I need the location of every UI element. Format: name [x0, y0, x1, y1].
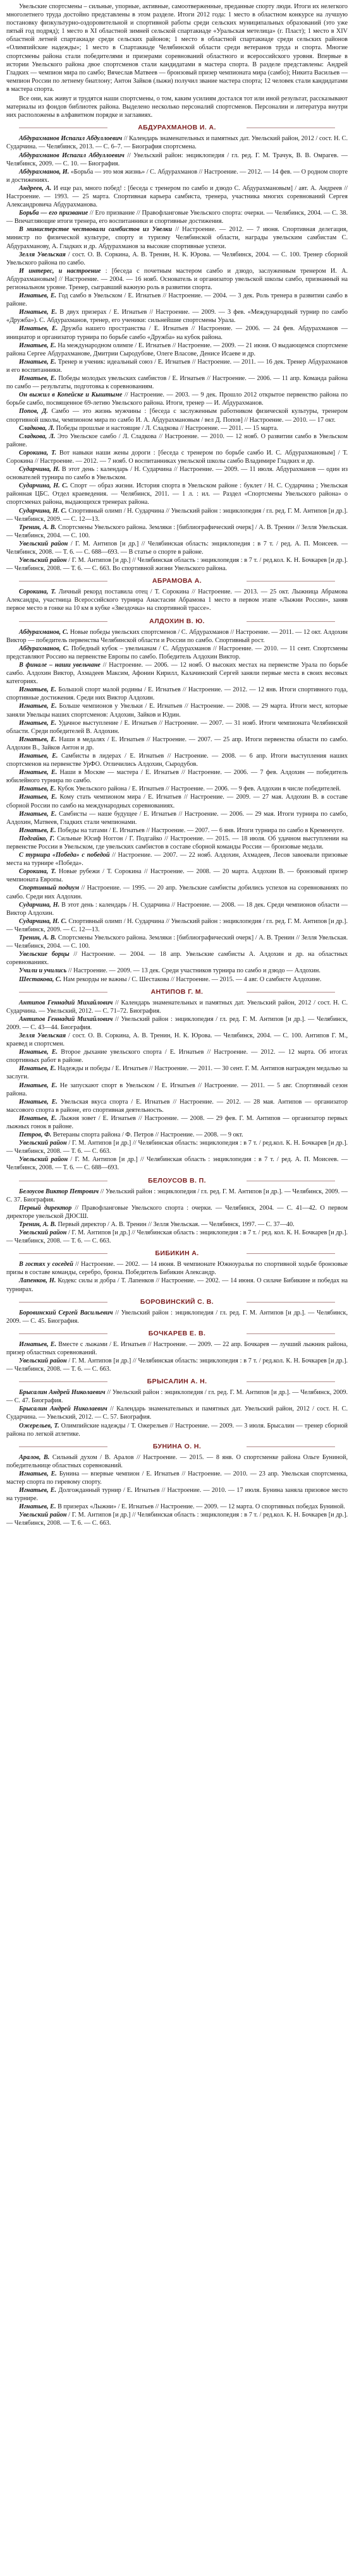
- bibliography-entry: [6, 793, 348, 809]
- entry-text: : [беседа с почетным мастером самбо и дзюдо, заслуженным тренером И. А. Абдурахмановым] // Настроение. — 2004. — 16 нояб. Основатель и организатор увельской школы самбо, признанный на региональном уровне. Тренер, сыгравший важную роль в развитии спорта.: [6, 267, 348, 291]
- bibliography-entry: [6, 507, 348, 523]
- entry-text: Самбо — это жизнь мужчины : [беседа с заслуженным работником физической культуры, тренером спортивной школы, чемпионом мира по самбо И. А. Абдурахмановым / вел Д. Попов] // Настроение. — 2010. — 17 окт.: [6, 408, 348, 424]
- entry-author: Игнатьев, Е.: [19, 1487, 57, 1494]
- bibliography-entry: [6, 1082, 348, 1098]
- bibliography-entry: [6, 1048, 348, 1064]
- entry-text: Бунина — впервые чемпион / Е. Игнатьев // Настроение. — 2010. — 23 апр. Увельская спортсменка, мастер спорта по гиревому спорту.: [6, 1470, 348, 1486]
- bibliography-entry: [6, 1114, 348, 1131]
- section-heading: АБРАМОВА А.: [6, 574, 348, 587]
- entry-author: Игнатьев, Е.: [19, 1114, 57, 1122]
- entry-author: Учили и учились: [19, 967, 67, 975]
- entry-text: Кубок Увельского района / Е. Игнатьев // Настроение. — 2006. — 9 фев. Алдохин в числе победителей.: [56, 785, 341, 793]
- bibliography-entry: [6, 391, 348, 407]
- entry-author: Сударчина, Н.: [19, 466, 60, 474]
- entry-author: Спортивный подиум: [19, 885, 80, 892]
- bibliography-entry: [6, 835, 348, 851]
- entry-author: Сладкова, Л.: [19, 424, 55, 432]
- bibliography-entry: [6, 719, 348, 736]
- entry-author: Тренин, А. В.: [19, 1220, 56, 1228]
- entry-text: Спортсмены Увельского района. Земляки : [библиографический очерк] / А. В. Тренин // Зелля Увельская. — Челябинск, 2004. — С. 100.: [6, 523, 348, 539]
- entry-author: Белоусов Виктор Петрович: [19, 1188, 99, 1195]
- entry-text: В этот день : календарь / Н. Сударчина // Настроение. — 2008. — 18 дек. Среди чемпионов области — Виктор Алдохин.: [6, 901, 348, 917]
- entry-text: В призерах «Лыжни» / Е. Игнатьев // Настроение. — 2009. — 12 марта. О спортивных победах Буниной.: [56, 1503, 345, 1511]
- entry-text: Долгожданный турнир / Е. Игнатьев // Настроение. — 2010. — 17 июля. Бунина заняла призовое место на турнире.: [6, 1487, 348, 1503]
- entry-text: И еще раз, много побед! : [беседа с тренером по самбо и дзюдо С. Абдурахмановым] / авт. А. Андреев // Настроение. — 1993. — 25 марта. Спортивная карьера самбиста, тренера, участника многих соревнований Сергея Александровича Абдурахманова.: [6, 184, 348, 209]
- entry-author: Сорокина, Т.: [19, 868, 56, 876]
- section-heading: АЛДОХИН В. Ю.: [6, 614, 348, 627]
- entry-text: Олимпийские надежды / Т. Ожерельев // Настроение. — 2009. — 3 июля. Брысалин — тренер сборной района по легкой атлетике.: [6, 1422, 348, 1438]
- entry-text: Новые рубежи / Т. Сорокина // Настроение. — 2008. — 20 марта. Алдохин В. — бронзовый призер чемпионата Европы.: [6, 868, 348, 884]
- entry-author: Абдурахманов Испагил Абдуллоевич: [19, 152, 125, 159]
- bibliography-entry: [6, 901, 348, 917]
- entry-text: / Г. М. Антипов [и др.] // Челябинская область: энциклопедия : в 7 т. / ред. А. П. Моисеев. — Челябинск, 2008. — Т. 6. — С. 688—693. — В статье о спорте в районе.: [6, 540, 348, 556]
- bibliography-entry: [6, 1015, 348, 1032]
- entry-text: // Его призвание // Правофланговые Увельского спорта: очерки. — Челябинск, 2004. — С. 38. — Впечатляющие итоги тренера, его воспитанники и спортивные достижения.: [6, 210, 348, 225]
- entry-text: Большой спорт малой родины / Е. Игнатьев // Настроение. — 2012. — 12 янв. Итоги спортивного года, спортивные достижения. Среди них Виктор Алдохин.: [6, 686, 348, 702]
- entry-author: Сорокина, Т.: [19, 588, 56, 596]
- entry-text: Личный рекорд поставила отец / Т. Сорокина // Настроение. — 2013. — 25 окт. Лыжница Абрамова Александра, участница Всероссийского турнира Анастасии Абрамова 1 место в первом этапе «Лыжни России», заняв первое место в гонке на 10 км в кубке «Звездочка» на спортивной трассе».: [6, 588, 348, 612]
- bibliography-entry: [6, 1139, 348, 1155]
- entry-text: На международном олимпе / Е. Игнатьев // Настроение. — 2009. — 21 июня. О выдающемся спортсмене района Сергее Абдурахманове, Дмитрии Сыродубове, Олеге Власове, Денисе Исаеве и др.: [6, 342, 348, 357]
- entry-author: Он выжил в Копейске и Кыштыме: [19, 391, 123, 399]
- bibliography-entry: [6, 826, 348, 835]
- entry-text: // Настроение. — 2003. — 9 дек. Прошло 2012 открытое первенство района по борьбе самбо, посвященное 69-летию Увельского района. Итоги, тренер — И. Абдурахманов.: [6, 391, 348, 407]
- entry-text: // Календарь знаменательных и памятных дат. Увельский район, 2012 / сост. Н. С. Сударчина. — Увельский, 2012. — С. 71–72. Биография.: [6, 999, 348, 1015]
- bibliography-entry: [6, 407, 348, 424]
- entry-text: Спортсмены Увельского района. Земляки : [библиографический очерк] / А. В. Тренин // Зелля Увельская. — Челябинск, 2004. — С. 100.: [6, 934, 348, 950]
- entry-author: Игнатьев, Е.: [19, 1098, 58, 1106]
- entry-text: Спортивный олимп / Н. Сударчина // Увельский район : энциклопедия / гл. ред. Г. М. Антипов [и др.]. — Челябинск, 2009. — С. 12—13.: [6, 507, 348, 523]
- bibliography-entry: [6, 934, 348, 950]
- bibliography-entry: [6, 950, 348, 967]
- entry-author: Абдурахманов, С.: [19, 628, 69, 636]
- entry-author: Игнатьев, Е.: [19, 1049, 58, 1056]
- bibliography-entry: [6, 967, 348, 975]
- entry-text: Не запускают спорт в Увельском / Е. Игнатьев // Настроение. — 2011. — 5 авг. Спортивный сезон района.: [6, 1082, 348, 1097]
- bibliography-entry: [6, 325, 348, 341]
- entry-text: Второе дыхание увельского спорта / Е. Игнатьев // Настроение. — 2012. — 12 марта. Об итогах спортивных работ в районе.: [6, 1049, 348, 1064]
- bibliography-entry: [6, 209, 348, 225]
- bibliography-entry: [6, 465, 348, 482]
- entry-text: / сост. О. В. Соркина, А. В. Тренин, Н. К. Юрова. — Челябинск, 2004. — С. 100. Антипов Г. М., краевед и спортсмен.: [6, 1032, 348, 1048]
- entry-text: // Календарь знаменательных и памятных дат. Увельский район, 2012 / сост. Н. С. Сударчина. — Челябинск, 2013. — С. 6–7. — Биография спортсмена.: [6, 135, 348, 151]
- entry-author: Игнатьев, Е.: [19, 785, 56, 793]
- bibliography-entry: [6, 768, 348, 785]
- entry-text: Больше чемпионов у Увельки / Е. Игнатьев // Настроение. — 2008. — 29 марта. Итоги мест, которые заняли Увельцы наших спортсменов: Алдохин, Зайков и Юдин.: [6, 703, 348, 719]
- entry-text: Надежды и победы / Е. Игнатьев // Настроение. — 2011. — 30 сент. Г. М. Антипов награжден медалью за заслуги.: [6, 1065, 348, 1081]
- entry-author: Зелля Увельская: [19, 251, 66, 258]
- entry-author: Сладкова, Л.: [19, 432, 56, 440]
- entry-author: Тренин, А. В.: [19, 523, 57, 531]
- entry-author: Игнатьев, Е.: [19, 794, 58, 801]
- entry-author: Ожерельев, Т.: [19, 1422, 59, 1429]
- bibliography-entry: [6, 884, 348, 900]
- entry-text: Увельская вкуса спорта / Е. Игнатьев // Настроение. — 2012. — 28 мая. Антипов — организатор массового спорта в районе, его спортивная деятельность.: [6, 1098, 348, 1114]
- entry-author: Борьба — его призвание: [19, 210, 88, 217]
- entry-author: Сударчина, Н. С.: [19, 482, 68, 490]
- entry-text: «Борьба — это моя жизнь» / С. Абдурахманов // Настроение. — 2012. — 14 фев. — О родном спорте и достижениях.: [6, 168, 348, 184]
- entry-text: Вот навыки наши жены дороги : [беседа с тренером по борьбе самбо И. С. Абдурахмановым] / Т. Сорокина // Настроение. — 2012. — 7 нояб. О воспитанниках увельской школы самбо Владимире Гладких и др.: [6, 449, 348, 465]
- entry-text: // Увельский район : энциклопедия / гл. ред. Г. М. Антипов [и др.]. — Челябинск, 2009. — С. 37. Биография.: [6, 1188, 348, 1203]
- entry-text: Лыжня зовет / Е. Игнатьев // Настроение. — 2008. — 29 фев. Г. М. Антипов — организатор первых лыжных гонок в районе.: [6, 1114, 348, 1130]
- section-heading: БЕЛОУСОВ В. П.: [6, 1174, 348, 1186]
- bibliography-entry: [6, 225, 348, 250]
- entry-author: Увельский район: [19, 557, 67, 564]
- entry-text: // Настроение. — 1995. — 20 апр. Увельские самбисты добились успехов на соревнованиях по самбо. Среди них Алдохин.: [6, 885, 348, 900]
- bibliography-entry: [6, 1277, 348, 1293]
- entry-text: Сильный духом / В. Аралов // Настроение. — 2015. — 8 янв. О спортсменке района Ольге Буниной, победительнице областных соревнований.: [6, 1453, 348, 1469]
- entry-author: Игнатьев, Е.: [19, 752, 58, 760]
- bibliography-entry: [6, 540, 348, 556]
- entry-author: Игнатьев, Е.: [19, 325, 58, 333]
- bibliography-entry: [6, 374, 348, 391]
- entry-author: Игнатьев, Е.: [19, 810, 57, 818]
- bibliography-entry: [6, 1229, 348, 1245]
- entry-author: Игнатьев, Е.: [19, 686, 57, 694]
- entry-text: / Г. М. Антипов [и др.] // Челябинская область : энциклопедия : в 7 т. / ред. А. П. Моисеев. — Челябинск, 2008. — Т. 6. — С. 688—693.: [6, 1156, 348, 1172]
- entry-text: // Увельский район : энциклопедия / гл. ред. Г. М. Антипов [и др.]. — Челябинск, 2009. — С. 43—44. Биография.: [6, 1015, 348, 1031]
- entry-author: Первый директор: [19, 1204, 72, 1212]
- bibliography-entry: [6, 628, 348, 645]
- entry-author: Попов, Д.: [19, 408, 48, 415]
- bibliography-entry: [6, 1188, 348, 1204]
- bibliography-entry: [6, 1405, 348, 1421]
- bibliography-entry: [6, 785, 348, 793]
- entry-text: Ветераны спорта района / Ф. Петров // Настроение. — 2008. — 9 окт.: [51, 1131, 243, 1139]
- entry-author: Игнатьев, Е.: [19, 719, 57, 727]
- entry-text: // Настроение. — 2002. — 14 июня. В чемпионате Южноуралья по спортивной ходьбе бронзовые призы в составе команды, серебро, бронза. Победитель Бибикин Александр.: [6, 1261, 348, 1277]
- bibliography-entry: [6, 1486, 348, 1503]
- bibliography-entry: [6, 308, 348, 325]
- entry-text: // Календарь знаменательных и памятных дат. Увельский район, 2012 / сост. Н. С. Сударчина. — Увельский, 2012. — С. 57. Биография.: [6, 1405, 348, 1421]
- section-heading: БОЧКАРЕВ Е. В.: [6, 1327, 348, 1339]
- section-heading: АНТИПОВ Г. М.: [6, 985, 348, 998]
- entry-author: Игнатьев, Е.: [19, 703, 57, 710]
- bibliography-entry: [6, 1220, 348, 1229]
- entry-text: Кодекс силы и добра / Т. Лапенков // Настроение. — 2002. — 14 июня. О силаче Бибикине и победах на турнирах.: [6, 1277, 348, 1293]
- bibliography-entry: [6, 1260, 348, 1277]
- entry-text: Спорт — образ жизни. История спорта в Увельском районе : буклет / Н. С. Сударчина ; Увельская районная ЦБС. Отдел краеведения. — Челябинск, 2011. — 1 л. : ил. — Раздел «Спортсмены Увельского района» о спортсменах района, выдающихся тренерах района.: [6, 482, 348, 506]
- entry-author: Игнатьев, Е.: [19, 292, 57, 300]
- entry-text: Новые победы увельских спортсменов / С. Абдурахманов // Настроение. — 2011. — 12 окт. Алдохин Виктор — победитель первенства Челябинской области и России по самбо. Спортивный рост.: [6, 628, 348, 644]
- entry-text: В двух призерах / Е. Игнатьев // Настроение. — 2009. — 3 фев. «Международный турнир по самбо «Дружба»). С. Абдурахманов, тренер, его ученики: сильнейшие спортсмены Урала.: [6, 309, 348, 325]
- entry-text: / сост. О. В. Соркина, А. В. Тренин, Н. К. Юрова. — Челябинск, 2004. — С. 100. Тренер сборной Увельского района по самбо.: [6, 251, 348, 266]
- entry-author: Брысалин Андрей Николаевич: [19, 1389, 106, 1397]
- entry-author: Подгайко, Г.: [19, 835, 55, 842]
- entry-text: Победы на татами / Е. Игнатьев // Настроение. — 2007. — 6 янв. Итоги турнира по самбо в Кременчуге.: [56, 826, 345, 834]
- entry-text: Удачное выступление / Е. Игнатьев // Настроение. — 2007. — 31 нояб. Итоги чемпионата Челябинской области. Среди победителей В. Алдохин.: [6, 719, 348, 735]
- entry-author: Игнатьев, Е.: [19, 309, 58, 316]
- bibliography-entry: [6, 810, 348, 826]
- bibliography-entry: [6, 1511, 348, 1527]
- entry-author: В финале – наши увельчане: [19, 661, 101, 669]
- entry-author: Андреев, А.: [19, 184, 52, 192]
- entry-text: / Г. М. Антипов [и др.] // Челябинская область: энциклопедия : в 7 т. / ред.кол. К. Н. Бочкарев [и др.]. — Челябинск, 2008. — Т. 6. — С. 663.: [6, 1140, 348, 1155]
- bibliography-entry: [6, 152, 348, 168]
- entry-author: Антипов Геннадий Михайлович: [19, 999, 113, 1006]
- bibliography-entry: [6, 1422, 348, 1438]
- entry-text: Победы прошлые и настоящие / Л. Сладкова // Настроение. — 2011. — 15 марта.: [54, 424, 279, 432]
- entry-text: Дружба нашего пространства / Е. Игнатьев // Настроение. — 2006. — 24 фев. Абдурахманов — инициатор и организатор турнира по борьбе самбо «Дружба» на кубок района.: [6, 325, 348, 341]
- bibliography-entry: [6, 267, 348, 292]
- entry-author: Абдурахманов, И.: [19, 168, 70, 176]
- entry-author: Игнатьев, Е.: [19, 1470, 57, 1477]
- bibliography-entry: [6, 1340, 348, 1357]
- bibliography-entry: [6, 1155, 348, 1172]
- entry-author: Игнатьев, Е.: [19, 1503, 56, 1511]
- entry-text: Победы молодых увельских самбистов / Е. Игнатьев // Настроение. — 2006. — 11 апр. Команда района по самбо — результаты, подготовка к соревнованиям.: [6, 375, 348, 391]
- intro-paragraph-2: Все они, как живут и трудятся наши спортсмены, о том, каким усилиям достался тот или иной результат, рассказывают материалы из фондов библиотек района. Выделено несколько персоналий спортсменов. Персоналии и литература внутри них расположены в алфавитном порядке и заглавиях.: [6, 95, 348, 119]
- bibliography-entry: [6, 523, 348, 540]
- bibliography-entry: [6, 134, 348, 151]
- entry-author: С турнира «Победа» с победой: [19, 852, 110, 859]
- entry-text: Спортивный олимп / Н. Сударчина // Увельский район : энциклопедия / гл. ред. Г. М. Антипов [и др.]. — Челябинск, 2009. — С. 12—13.: [6, 917, 348, 933]
- entry-author: Игнатьев, Е.: [19, 358, 56, 366]
- entry-author: Сударчина, Н.: [19, 901, 60, 909]
- entry-author: Лапенков, Н.: [19, 1277, 56, 1285]
- bibliography-entry: [6, 482, 348, 506]
- entry-text: // Увельский район : энциклопедия / гл. ред. Г. М. Антипов [и др.]. — Челябинск, 2009. — С. 47. Биография.: [6, 1389, 348, 1405]
- entry-text: Наши в Москве — мастера / Е. Игнатьев // Настроение. — 2006. — 7 фев. Алдохин — победитель юбилейного турнира по самбо.: [6, 769, 348, 785]
- entry-author: Игнатьев, Е.: [19, 736, 57, 743]
- entry-author: Увельский район: [19, 540, 68, 547]
- bibliography-entry: [6, 1064, 348, 1081]
- entry-author: Петров, Ф.: [19, 1131, 52, 1139]
- entry-author: В гостях у соседей: [19, 1261, 73, 1268]
- bibliography-entry: [6, 358, 348, 374]
- bibliography-entry: [6, 251, 348, 267]
- entry-text: Кому стать чемпионом мира / Е. Игнатьев // Настроение. — 2009. — 27 мая. Алдохин В. в составе сборной России по самбо на международных соревнованиях.: [6, 794, 348, 809]
- entry-text: / Г. М. Антипов [и др.] // Челябинская область: энциклопедия : в 7 т. / ред.кол. К. Н. Бочкарев [и др.]. — Челябинск, 2008. — Т. 6. — С. 663.: [6, 1357, 348, 1373]
- entry-author: Тренин, А. В.: [19, 934, 57, 942]
- entry-text: // Настроение. — 2004. — 18 апр. Увельские самбисты А. Алдохин и др. на областных соревнованиях.: [6, 951, 348, 967]
- bibliography-entry: [6, 1131, 348, 1139]
- bibliography-entry: [6, 184, 348, 209]
- bibliography-entry: [6, 168, 348, 184]
- entry-text: Сильные Юсиф Ноггон / Г. Подгайко // Настроение. — 2015. — 18 июля. Об удачном выступлении на первенстве России в Увельском, где увельских самбистов в составе сборной команды России — бронзовые медали.: [6, 835, 348, 850]
- intro-paragraph: Увельские спортсмены – сильные, упорные, активные, самоотверженные, преданные спорту люди. Итоги их нелегкого многолетнего труда достойно представлены в этом разделе. Итоги 2012 года: 1 место в областном конкурсе на лучшую постановку физкультурно-оздоровительной и спортивной работы среди сельских муниципальных образований (это уже пятый год подряд); 1 место в XI областной зимней сельской спартакиаде «Уральская метелица» (г. Пласт); 1 место в XIV областной летней спартакиаде среди сельских районов; 1 место в областной спартакиаде среди сельских районов «Олимпийские надежды»; 1 место в Спартакиаде Челябинской области среди ветеранов труда и спорта. Многие спортсмены района стали победителями и призерами соревнований областного и всероссийского уровня. Впервые в истории Увельского района двое спортсменов стали кандидатами в мастера спорта. В разделе представлены: Андрей Гладких — чемпион мира по самбо; Вячеслав Матвеев — бронзовый призер чемпионата мира (самбо); Никита Васильев — чемпион России по летнему биатлону; Антон Зайков (лыжи) получил звание мастера спорта; 12 человек стали кандидатами в мастера спорта.: [6, 3, 348, 93]
- entry-author: Зелля Увельская: [19, 1032, 66, 1039]
- entry-text: // Правофланговые Увельского спорта : очерки. — Челябинск, 2004. — С. 41—42. О первом директоре увельской ДЮСШ.: [6, 1204, 348, 1220]
- entry-author: Увельские борцы: [19, 951, 70, 958]
- entry-author: Абдурахманов Испагил Абдуллоевич: [19, 135, 123, 143]
- entry-author: Увельский район: [19, 1229, 67, 1237]
- entry-text: В этот день : календарь / Н. Сударчина // Настроение. — 2009. — 11 июля. Абдурахманов — один из основателей турнира по самбо в Увельском.: [6, 466, 348, 482]
- bibliography-entry: [6, 424, 348, 432]
- entry-author: Игнатьев, Е.: [19, 375, 57, 383]
- bibliography-entry: [6, 1032, 348, 1048]
- bibliography-entry: [6, 1357, 348, 1373]
- bibliography-entry: [6, 917, 348, 934]
- bibliography-entry: [6, 432, 348, 449]
- entry-author: Сударчина, Н. С.: [19, 507, 67, 515]
- entry-author: Игнатьев, Е.: [19, 342, 56, 349]
- entry-text: Победный кубок – увельчанам / С. Абдурахманов // Настроение. — 2010. — 11 сент. Спортсмены представляют Россию на первенстве Европы по самбо. Победитель Алдохин Виктор.: [6, 645, 348, 660]
- entry-author: Боровинский Сергей Васильевич: [19, 1309, 113, 1316]
- bibliography-entry: [6, 851, 348, 868]
- entry-text: Это Увельское самбо / Л. Сладкова // Настроение. — 2010. — 12 нояб. О развитии самбо в Увельском районе.: [6, 432, 348, 448]
- entry-text: // Настроение. — 2012. — 7 июня. Спортивная делегация, министр по физической культуре, спорту и туризму Челябинской области, награды увельским самбистам С. Абдурахманову, А. Гладких и др. Абдурахманов за высокие спортивные успехи.: [6, 226, 348, 250]
- entry-text: / Г. М. Антипов [и др.] // Челябинская область : энциклопедия : в 7 т. / ред.кол. К. Н. Бочкарев [и др.]. — Челябинск, 2008. — Т. 6. — С. 663.: [6, 1512, 348, 1527]
- entry-author: Увельский район: [19, 1357, 67, 1364]
- bibliography-entry: [6, 661, 348, 686]
- entry-author: Игнатьев, Е.: [19, 1082, 58, 1089]
- entry-author: Увельский район: [19, 1512, 67, 1519]
- entry-author: Антипов Геннадий Михайлович: [19, 1015, 113, 1023]
- bibliography-entry: [6, 1503, 348, 1511]
- entry-text: Год самбо в Увельском / Е. Игнатьев // Настроение. — 2004. — 3 дек. Роль тренера в развитии самбо в районе.: [6, 292, 348, 308]
- section-heading: БОРОВИНСКИЙ С. В.: [6, 1295, 348, 1308]
- entry-author: Брысалин Андрей Николаевич: [19, 1405, 107, 1413]
- bibliography-entry: [6, 342, 348, 358]
- bibliography-entry: [6, 736, 348, 752]
- entry-author: Увельский район: [19, 1156, 68, 1164]
- bibliography-entry: [6, 645, 348, 661]
- entry-text: Нам рекорды не важны / С. Шестакова // Настроение. — 2015. — 4 авг. О самбисте Алдохине.: [61, 975, 322, 983]
- entry-author: Игнатьев, Е.: [19, 1340, 57, 1348]
- entry-text: // Настроение. — 2009. — 13 дек. Среди участников турнира по самбо и дзюдо — Алдохин.: [66, 967, 320, 975]
- entry-author: Увельский район: [19, 1140, 67, 1147]
- entry-author: Аралов, В.: [19, 1453, 50, 1461]
- bibliography-entry: [6, 1453, 348, 1470]
- entry-author: Игнатьев, Е.: [19, 826, 56, 834]
- bibliography-entry: [6, 1309, 348, 1325]
- bibliography-entry: [6, 868, 348, 884]
- entry-text: Самбисты в лидерах / Е. Игнатьев // Настроение. — 2008. — 6 апр. Итоги выступления наших спортсменов на первенстве УрФО. Отличились Алдохин, Сыродубов.: [6, 752, 348, 768]
- bibliography-entry: [6, 1204, 348, 1220]
- entry-text: // Настроение. — 2006. — 12 нояб. О высоких местах на первенстве Урала по борьбе самбо. Алдохин Виктор, Ахмадеев Максим, Афонин Кирилл, Калачинский Сергей заняли первые места в своих весовых категориях.: [6, 661, 348, 686]
- bibliography-entry: [6, 1098, 348, 1114]
- bibliography-entry: [6, 999, 348, 1015]
- bibliography-entry: [6, 292, 348, 308]
- bibliography-entry: [6, 1470, 348, 1486]
- entry-text: Наши в медалях / Е. Игнатьев // Настроение. — 2007. — 25 апр. Итоги первенства области по самбо. Алдохин В., Зайков Антон и др.: [6, 736, 348, 751]
- section-heading: БРЫСАЛИН А. Н.: [6, 1374, 348, 1387]
- entry-text: / Г. М. Антипов [и др.] // Челябинская область : энциклопедия : в 7 т. / ред. кол. К. Н. Бочкарев [и др.]. — Челябинск, 2008. — Т. 6. — С. 663.: [6, 1229, 348, 1245]
- entry-text: // Настроение. — 2007. — 22 нояб. Алдохин, Ахмадеев, Лесов завоевали призовые места на турнире «Победа».: [6, 852, 348, 868]
- bibliography-sections: [6, 121, 348, 1527]
- entry-author: Сударчина, Н. С.: [19, 917, 67, 925]
- bibliography-entry: [6, 702, 348, 719]
- bibliography-entry: [6, 556, 348, 573]
- entry-text: Самбисты — наше будущее / Е. Игнатьев // Настроение. — 2006. — 29 мая. Итоги турнира по самбо, Алдохин, Матвеев, Гладких стали чемпионами.: [6, 810, 348, 826]
- section-heading: БУНИНА О. Н.: [6, 1440, 348, 1452]
- bibliography-entry: [6, 588, 348, 612]
- entry-author: Игнатьев, Е.: [19, 769, 58, 777]
- entry-text: // Увельский район: энциклопедия / гл. ред. Г. М. Трачук, В. В. Омрагев. — Челябинск, 2009. — С. 10. — Биография.: [6, 152, 348, 167]
- entry-author: И интерес, и настроение: [19, 267, 101, 275]
- entry-author: В министерстве чествовали самбистов из Увелки: [19, 226, 173, 234]
- bibliography-entry: [6, 449, 348, 465]
- entry-author: Шестакова, С.: [19, 975, 62, 983]
- bibliography-entry: [6, 1388, 348, 1405]
- entry-text: Первый директор / А. В. Тренин // Зелля Увельская. — Челябинск, 1997. — С. 37—40.: [56, 1220, 295, 1228]
- bibliography-entry: [6, 752, 348, 768]
- entry-text: / Г. М. Антипов [и др.] // Челябинская область : энциклопедия : в 7 т. / ред.кол. К. Н. Бочкарев [и др.]. — Челябинск, 2008. — Т. 6. — С. 663. Во спортивной жизни Увельского района.: [6, 557, 348, 573]
- section-heading: АБДУРАХМАНОВ И. А.: [6, 121, 348, 133]
- entry-author: Игнатьев, Е.: [19, 1065, 56, 1073]
- entry-text: // Увельский район : энциклопедия / гл. ред. Г. М. Антипов [и др.]. — Челябинск, 2009. — С. 45. Биография.: [6, 1309, 348, 1325]
- entry-text: Тренер и ученик: идеальный союз / Е. Игнатьев // Настроение. — 2011. — 16 дек. Тренер Абдурахманов и его воспитанники.: [6, 358, 348, 374]
- entry-author: Сорокина, Т.: [19, 449, 57, 456]
- bibliography-entry: [6, 975, 348, 984]
- entry-author: Абдурахманов, С.: [19, 645, 70, 652]
- bibliography-entry: [6, 686, 348, 702]
- entry-text: Вместе с лыжами / Е. Игнатьев // Настроение. — 2009. — 22 апр. Бочкарев — лучший лыжник района, призер областных соревнований.: [6, 1340, 348, 1356]
- section-heading: БИБИКИН А.: [6, 1246, 348, 1259]
